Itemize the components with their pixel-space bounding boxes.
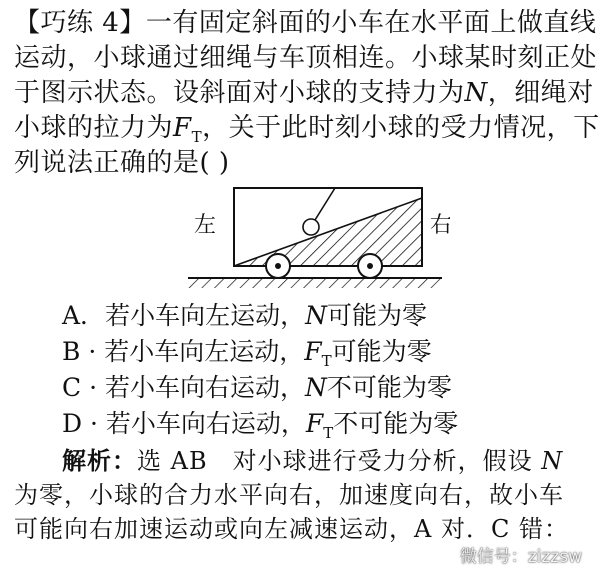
question-line-1: 【巧练 4】一有固定斜面的小车在水平面上做直线 [14, 8, 597, 38]
explanation-label: 解析： [62, 446, 137, 475]
right-wheel [358, 254, 382, 278]
option-d[interactable]: D · 若小车向右运动，$F_T$不可能为零 [62, 409, 459, 442]
option-a[interactable]: A．若小车向左运动，N可能为零 [62, 301, 427, 330]
cart-diagram [180, 182, 450, 294]
incline [234, 198, 422, 266]
cart-figure [180, 182, 450, 298]
question-tag: 【巧练 4】 [14, 8, 146, 38]
ball [303, 219, 319, 235]
question-line-4: 小球的拉力为$F_T$，关于此时刻小球的受力情况，下 [14, 113, 600, 146]
explanation-line-3: 可能向右加速运动或向左减速运动，A 对．C 错： [14, 515, 569, 543]
ground-hatch [188, 278, 442, 288]
watermark: 微信号：zizzsw [459, 547, 582, 567]
string [315, 188, 335, 220]
question-line-5: 列说法正确的是( ) [14, 148, 230, 178]
right-label: 右 [430, 213, 450, 238]
question-line-2: 运动，小球通过细绳与车顶相连。小球某时刻正处 [14, 43, 598, 73]
question-line-3: 于图示状态。设斜面对小球的支持力为N，细绳对 [14, 78, 594, 108]
option-b[interactable]: B · 若小车向左运动，$F_T$可能为零 [62, 337, 432, 370]
explanation-line-2: 为零，小球的合力水平向右，加速度向右，故小车 [14, 481, 564, 509]
explanation-line-1: 解析：选 AB 对小球进行受力分析，假设 N [62, 446, 564, 475]
option-c[interactable]: C · 若小车向右运动，N不可能为零 [62, 373, 452, 402]
left-wheel [266, 254, 290, 278]
left-label: 左 [194, 213, 217, 238]
